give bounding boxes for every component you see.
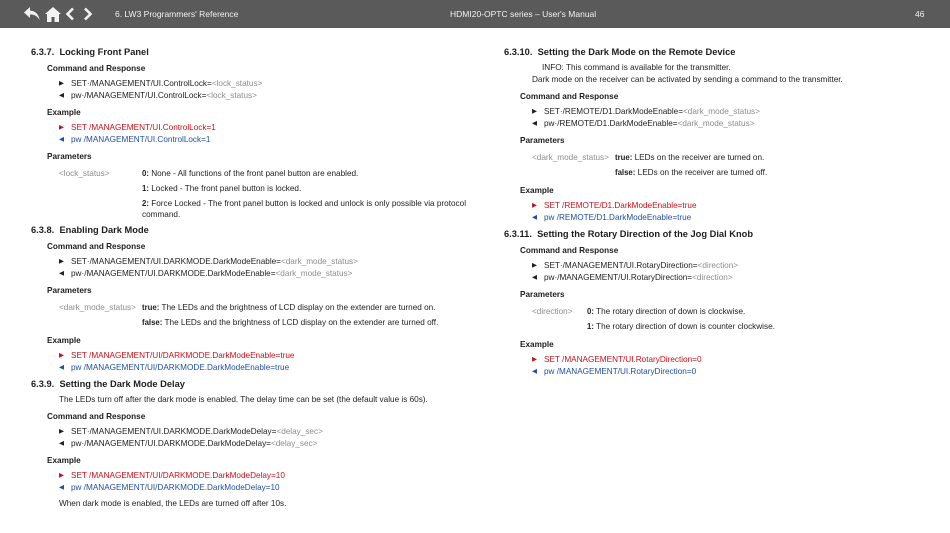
response-param: <lock_status> <box>206 91 257 100</box>
command-set-line <box>59 256 469 268</box>
example-set-line <box>532 200 934 212</box>
command-text: SET·/MANAGEMENT/UI.ControlLock= <box>71 79 212 88</box>
parameter-value <box>142 198 477 220</box>
command-param: <lock_status> <box>211 79 263 88</box>
parameter-name: <direction> <box>532 307 573 316</box>
arrow-right-icon: ▶ <box>532 262 537 269</box>
value-key: 0: <box>142 169 149 178</box>
parameter-value <box>615 167 934 178</box>
arrow-left-icon: ◀ <box>532 274 537 281</box>
info-note: INFO: This command is available for the transmitter. <box>542 63 731 72</box>
parameters-label: Parameters <box>520 136 565 145</box>
example-command: SET /MANAGEMENT/UI/DARKMODE.DarkModeEnable=true <box>71 351 295 360</box>
parameter-value <box>587 321 934 332</box>
section-number: 6.3.9. <box>31 379 55 389</box>
right-column <box>504 46 934 378</box>
section-intro: Dark mode on the receiver can be activated by sending a command to the transmitter. <box>532 75 843 84</box>
section-title: Setting the Dark Mode Delay <box>59 379 185 389</box>
value-text: The LEDs and the brightness of LCD display on the extender are turned off. <box>164 318 439 327</box>
response-param: <dark_mode_status> <box>275 269 353 278</box>
example-pw-line <box>59 362 469 374</box>
command-set-line <box>59 78 469 90</box>
example-command: SET /MANAGEMENT/UI/DARKMODE.DarkModeDelay=10 <box>71 471 285 480</box>
response-param: <direction> <box>692 273 733 282</box>
left-column <box>31 46 469 510</box>
example-label: Example <box>47 456 81 465</box>
response-text: pw·/REMOTE/D1.DarkModeEnable= <box>544 119 678 128</box>
next-page-icon[interactable] <box>82 5 94 23</box>
example-label: Example <box>520 340 554 349</box>
arrow-right-icon: ▶ <box>59 258 64 265</box>
example-set-line <box>59 470 469 482</box>
example-set-line <box>532 354 934 366</box>
value-key: false: <box>615 168 636 177</box>
page-number: 46 <box>915 9 925 19</box>
value-key: true: <box>142 303 160 312</box>
value-key: false: <box>142 318 163 327</box>
value-key: 2: <box>142 199 149 208</box>
arrow-right-icon: ▶ <box>59 80 64 87</box>
parameters-table <box>532 152 934 178</box>
arrow-right-icon: ▶ <box>532 108 537 115</box>
value-text: LEDs on the receiver are turned off. <box>637 168 768 177</box>
parameters-table <box>59 302 469 328</box>
command-and-response-label: Command and Response <box>520 92 619 101</box>
arrow-left-icon: ◀ <box>59 364 64 371</box>
chapter-title: 6. LW3 Programmers' Reference <box>115 9 239 19</box>
example-label: Example <box>47 336 81 345</box>
command-and-response-label: Command and Response <box>520 246 619 255</box>
example-response: pw /MANAGEMENT/UI.RotaryDirection=0 <box>544 367 697 376</box>
arrow-right-icon: ▶ <box>59 352 64 359</box>
arrow-right-icon: ▶ <box>59 472 64 479</box>
example-pw-line <box>59 134 469 146</box>
arrow-left-icon: ◀ <box>532 120 537 127</box>
command-pw-line <box>59 90 469 102</box>
parameters-table <box>59 168 469 220</box>
parameter-value <box>615 152 934 163</box>
value-text: None - All functions of the front panel button are enabled. <box>151 169 359 178</box>
example-command: SET /MANAGEMENT/UI.ControlLock=1 <box>71 123 216 132</box>
command-pw-line <box>532 272 934 284</box>
example-response: pw /MANAGEMENT/UI/DARKMODE.DarkModeDelay=10 <box>71 483 280 492</box>
value-key: 1: <box>587 322 594 331</box>
value-key: true: <box>615 153 633 162</box>
command-text: SET·/MANAGEMENT/UI.DARKMODE.DarkModeDelay= <box>71 427 277 436</box>
section-intro: The LEDs turn off after the dark mode is enabled. The delay time can be set (the default value is 60s). <box>59 395 428 404</box>
command-and-response-label: Command and Response <box>47 242 146 251</box>
response-text: pw·/MANAGEMENT/UI.RotaryDirection= <box>544 273 693 282</box>
parameter-name: <dark_mode_status> <box>532 153 609 162</box>
section-title: Locking Front Panel <box>59 47 149 57</box>
example-label: Example <box>47 108 81 117</box>
value-text: The LEDs and the brightness of LCD display on the extender are turned on. <box>161 303 436 312</box>
command-set-line <box>532 106 934 118</box>
section-title: Enabling Dark Mode <box>59 225 149 235</box>
response-param: <dark_mode_status> <box>677 119 755 128</box>
value-text: The rotary direction of down is counter clockwise. <box>596 322 775 331</box>
command-text: SET·/MANAGEMENT/UI.DARKMODE.DarkModeEnable= <box>71 257 281 266</box>
arrow-right-icon: ▶ <box>532 356 537 363</box>
example-set-line <box>59 122 469 134</box>
section-heading-6-3-11 <box>504 228 934 240</box>
response-text: pw·/MANAGEMENT/UI.DARKMODE.DarkModeDelay= <box>71 439 271 448</box>
section-title: Setting the Rotary Direction of the Jog Dial Knob <box>537 229 753 239</box>
arrow-left-icon: ◀ <box>532 214 537 221</box>
arrow-left-icon: ◀ <box>532 368 537 375</box>
example-pw-line <box>59 482 469 494</box>
parameters-table <box>532 306 934 332</box>
section-heading-6-3-7 <box>31 46 469 58</box>
section-heading-6-3-10 <box>504 46 934 58</box>
example-command: SET /REMOTE/D1.DarkModeEnable=true <box>544 201 697 210</box>
top-navigation-bar <box>0 0 950 28</box>
value-text: The rotary direction of down is clockwise. <box>596 307 746 316</box>
parameter-value <box>142 183 469 194</box>
command-param: <dark_mode_status> <box>683 107 760 116</box>
example-pw-line <box>532 366 934 378</box>
section-number: 6.3.8. <box>31 225 55 235</box>
parameter-name: <lock_status> <box>59 169 110 178</box>
parameters-label: Parameters <box>520 290 565 299</box>
example-pw-line <box>532 212 934 224</box>
section-number: 6.3.7. <box>31 47 55 57</box>
command-set-line <box>59 426 469 438</box>
section-heading-6-3-8 <box>31 224 469 236</box>
arrow-right-icon: ▶ <box>59 428 64 435</box>
home-icon[interactable] <box>43 5 63 23</box>
example-label: Example <box>520 186 554 195</box>
value-key: 0: <box>587 307 594 316</box>
example-response: pw /REMOTE/D1.DarkModeEnable=true <box>544 213 692 222</box>
parameter-value <box>142 317 469 328</box>
command-param: <direction> <box>697 261 739 270</box>
response-param: <delay_sec> <box>270 439 318 448</box>
section-title: Setting the Dark Mode on the Remote Device <box>537 47 736 57</box>
example-set-line <box>59 350 469 362</box>
parameters-label: Parameters <box>47 152 92 161</box>
command-set-line <box>532 260 934 272</box>
section-number: 6.3.11. <box>504 229 532 239</box>
response-text: pw·/MANAGEMENT/UI.ControlLock= <box>71 91 207 100</box>
arrow-left-icon: ◀ <box>59 136 64 143</box>
arrow-left-icon: ◀ <box>59 270 64 277</box>
value-text: Force Locked - The front panel button is locked and unlock is only possible via protocol command. <box>142 199 467 219</box>
previous-page-icon[interactable] <box>64 5 76 23</box>
command-text: SET·/REMOTE/D1.DarkModeEnable= <box>544 107 684 116</box>
command-pw-line <box>59 268 469 280</box>
parameters-label: Parameters <box>47 286 92 295</box>
arrow-left-icon: ◀ <box>59 484 64 491</box>
section-number: 6.3.10. <box>504 47 533 57</box>
section-heading-6-3-9 <box>31 378 469 390</box>
parameter-value <box>142 168 469 179</box>
parameter-value <box>142 302 469 313</box>
example-response: pw /MANAGEMENT/UI.ControlLock=1 <box>71 135 211 144</box>
command-param: <delay_sec> <box>276 427 323 436</box>
value-key: 1: <box>142 184 149 193</box>
example-note: When dark mode is enabled, the LEDs are turned off after 10s. <box>59 499 287 508</box>
arrow-left-icon: ◀ <box>59 440 64 447</box>
document-title: HDMI20-OPTC series – User's Manual <box>450 9 597 19</box>
back-icon[interactable] <box>22 5 42 23</box>
parameter-name: <dark_mode_status> <box>59 303 136 312</box>
command-and-response-label: Command and Response <box>47 412 146 421</box>
value-text: Locked - The front panel button is locked. <box>151 184 302 193</box>
command-pw-line <box>532 118 934 130</box>
example-command: SET /MANAGEMENT/UI.RotaryDirection=0 <box>544 355 702 364</box>
parameter-value <box>587 306 934 317</box>
arrow-right-icon: ▶ <box>59 124 64 131</box>
example-response: pw /MANAGEMENT/UI/DARKMODE.DarkModeEnable=true <box>71 363 290 372</box>
command-pw-line <box>59 438 469 450</box>
arrow-right-icon: ▶ <box>532 202 537 209</box>
command-text: SET·/MANAGEMENT/UI.RotaryDirection= <box>544 261 698 270</box>
command-and-response-label: Command and Response <box>47 64 146 73</box>
command-param: <dark_mode_status> <box>280 257 358 266</box>
value-text: LEDs on the receiver are turned on. <box>634 153 765 162</box>
arrow-left-icon: ◀ <box>59 92 64 99</box>
response-text: pw·/MANAGEMENT/UI.DARKMODE.DarkModeEnable= <box>71 269 276 278</box>
